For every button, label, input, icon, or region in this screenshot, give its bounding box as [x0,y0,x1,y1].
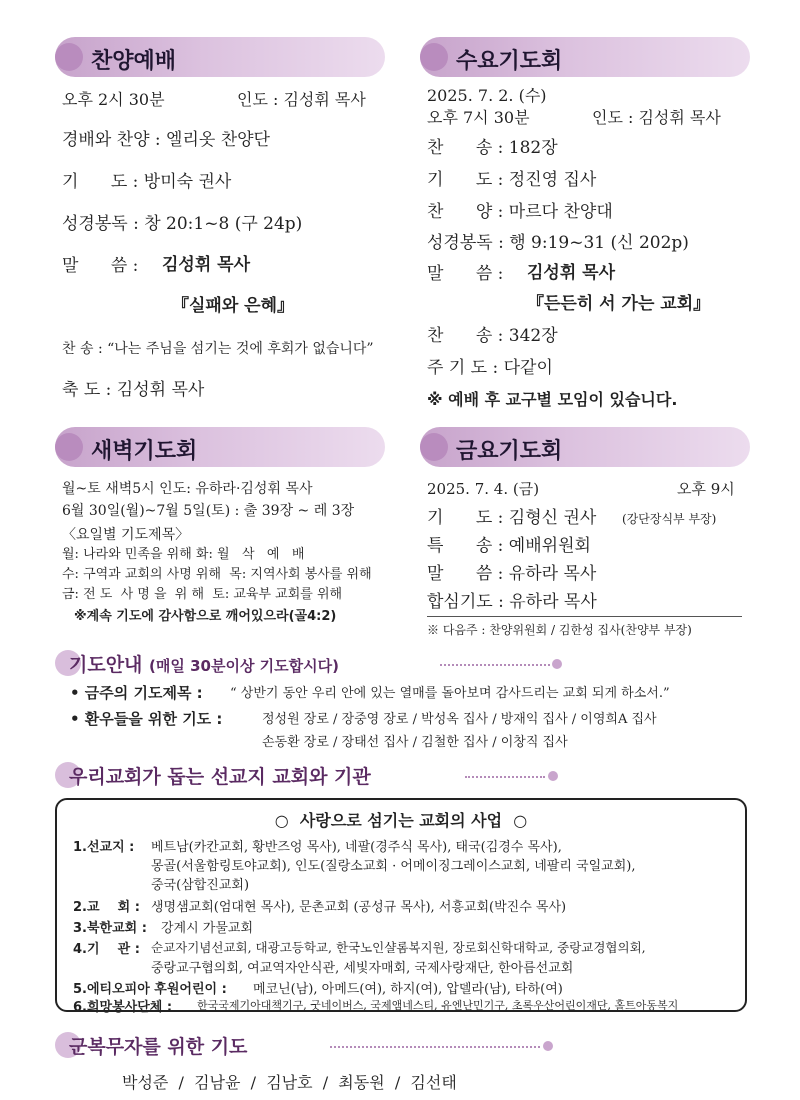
wednesday-praise: 찬 양 : 마르다 찬양대 [427,202,613,222]
mission-4-label: 4.기 관 : [73,942,140,957]
soldiers-title: 군복무자를 위한 기도 [69,1036,248,1058]
friday-next-week: ※ 다음주 : 찬양위원회 / 김한성 집사(찬양부 부장) [427,623,692,637]
sunday-sermon-label: 말 씀 : [62,256,139,276]
header-dot-icon [55,43,83,71]
friday-date: 2025. 7. 4. (금) [427,480,540,498]
dawn-topic-row1: 월: 나라와 민족을 위해 화: 월 삭 예 배 [62,547,305,562]
missions-dotted-line [465,776,545,778]
wednesday-date: 2025. 7. 2. (수) [427,86,547,105]
friday-divider [427,616,742,617]
dawn-line2: 6월 30일(월)~7월 5일(토) : 출 39장 ~ 레 3장 [62,503,355,519]
dawn-topic-row2: 수: 구역과 교회의 사명 위해 목: 지역사회 봉사를 위해 [62,567,372,582]
sunday-worship: 경배와 찬양 : 엘리옷 찬양단 [62,130,270,150]
prayer-guide-dotted-line [440,664,550,666]
missions-box [55,798,747,1015]
friday-time: 오후 9시 [677,480,735,498]
patients-line2: 손동환 장로 / 장태선 집사 / 김철한 집사 / 이창직 집사 [262,735,568,750]
weekly-topic-text: “ 상반기 동안 우리 안에 있는 열매를 돌아보며 감사드리는 교회 되게 하소서.” [230,686,670,701]
friday-header-pill [420,427,750,467]
sunday-header-pill [55,37,385,77]
sunday-prayer: 기 도 : 방미숙 권사 [62,172,232,192]
soldiers-names: 박성준 / 김남윤 / 김남호 / 최동원 / 김선태 [122,1073,457,1092]
wednesday-scripture: 성경봉독 : 행 9:19~31 (신 202p) [427,233,689,253]
sunday-leader: 인도 : 김성휘 목사 [237,90,366,109]
mission-6-text: 한국국제기아대책기구, 굿네이버스, 국제앰네스티, 유엔난민기구, 초록우산어린이재단, 홀트아동복지 [197,999,679,1012]
friday-special: 특 송 : 예배위원회 [427,536,591,556]
mission-1-line3: 중국(삼합진교회) [151,878,250,893]
wednesday-sermon-label: 말 씀 : [427,264,504,284]
mission-5-text: 메코닌(남), 아메드(여), 하지(여), 압델라(남), 타하(여) [253,982,563,997]
header-dot-icon [55,433,83,461]
sunday-benediction: 축 도 : 김성휘 목사 [62,380,205,400]
prayer-guide-title-main: 기도안내 [69,654,143,676]
missions-title: 우리교회가 돕는 선교지 교회와 기관 [69,766,371,788]
wednesday-hymn1: 찬 송 : 182장 [427,138,558,158]
dawn-header-pill [55,427,385,467]
mission-3-text: 강계시 가물교회 [161,921,254,936]
mission-4-line1: 순교자기념선교회, 대광고등학교, 한국노인샬롬복지원, 장로회신학대학교, 중랑교경협의회, [151,940,646,955]
sunday-hymn: 찬 송 : “나는 주님을 섬기는 것에 후회가 없습니다” [62,341,374,357]
dawn-topics-header: 〈요일별 기도제목〉 [62,527,190,543]
wednesday-hymn2: 찬 송 : 342장 [427,326,558,346]
wednesday-time: 오후 7시 30분 [427,108,530,127]
sunday-sermon-speaker: 김성휘 목사 [162,255,251,275]
missions-header [55,760,575,790]
patients-line1: 정성원 장로 / 장중영 장로 / 박성옥 집사 / 방재익 집사 / 이영희A 집사 [262,712,657,727]
friday-prayer-note: (강단장식부 부장) [622,512,717,526]
wednesday-title: 수요기도회 [456,49,563,74]
sunday-scripture: 성경봉독 : 창 20:1~8 (구 24p) [62,214,303,234]
friday-title: 금요기도회 [456,439,563,464]
dawn-topic-row3: 금: 전 도 사 명 을 위 해 토: 교육부 교회를 위해 [62,587,343,602]
soldiers-header [55,1030,575,1060]
header-dot-icon [420,43,448,71]
wednesday-notice: ※ 예배 후 교구별 모임이 있습니다. [427,390,678,409]
mission-6-label: 6.희망봉사단체 : [73,1000,173,1015]
missions-box-title: ○ 사랑으로 섬기는 교회의 사업 ○ [274,811,528,830]
mission-1-line2: 몽골(서울함링토야교회), 인도(질랑소교회 · 어메이징그레이스교회, 네팔리 국일교회), [151,859,636,874]
soldiers-end-dot-icon [543,1041,553,1051]
sunday-time: 오후 2시 30분 [62,90,165,109]
sunday-title: 찬양예배 [91,49,177,74]
dawn-verse: ※계속 기도에 감사함으로 깨어있으라(골4:2) [74,609,337,624]
mission-5-label: 5.에티오피아 후원어린이 : [73,982,227,997]
soldiers-dotted-line [330,1046,540,1048]
friday-unity-prayer: 합심기도 : 유하라 목사 [427,592,597,612]
wednesday-prayer: 기 도 : 정진영 집사 [427,170,597,190]
dawn-title: 새벽기도회 [91,439,198,464]
weekly-topic-label: • 금주의 기도제목 : [70,684,203,702]
mission-3-label: 3.북한교회 : [73,921,147,936]
mission-2-text: 생명샘교회(엄대현 목사), 문촌교회 (공성규 목사), 서흥교회(박진수 목사) [151,900,567,915]
friday-prayer: 기 도 : 김형신 권사 [427,508,597,528]
mission-4-line2: 중랑교구협의회, 여교역자안식관, 세빛자매회, 국제사랑재단, 한아름선교회 [151,961,574,976]
sunday-sermon-title: 『실패와 은혜』 [172,296,295,316]
prayer-guide-subtitle: (매일 30분이상 기도합시다) [149,657,339,675]
friday-sermon: 말 씀 : 유하라 목사 [427,564,597,584]
wednesday-sermon-title: 『든든히 서 가는 교회』 [527,294,711,314]
wednesday-header-pill [420,37,750,77]
wednesday-sermon-speaker: 김성휘 목사 [527,263,616,283]
prayer-guide-title [69,650,339,677]
missions-end-dot-icon [548,771,558,781]
wednesday-leader: 인도 : 김성휘 목사 [592,108,721,127]
patients-label: • 환우들을 위한 기도 : [70,710,223,728]
mission-1-line1: 베트남(카칸교회, 황반즈엉 목사), 네팔(경주식 목사), 태국(김경수 목사), [151,840,562,855]
prayer-guide-end-dot-icon [552,659,562,669]
mission-1-label: 1.선교지 : [73,840,135,855]
mission-2-label: 2.교 회 : [73,900,140,915]
dawn-line1: 월~토 새벽5시 인도: 유하라·김성휘 목사 [62,481,313,497]
prayer-guide-header [55,648,575,678]
wednesday-lords-prayer: 주 기 도 : 다같이 [427,358,553,378]
header-dot-icon [420,433,448,461]
